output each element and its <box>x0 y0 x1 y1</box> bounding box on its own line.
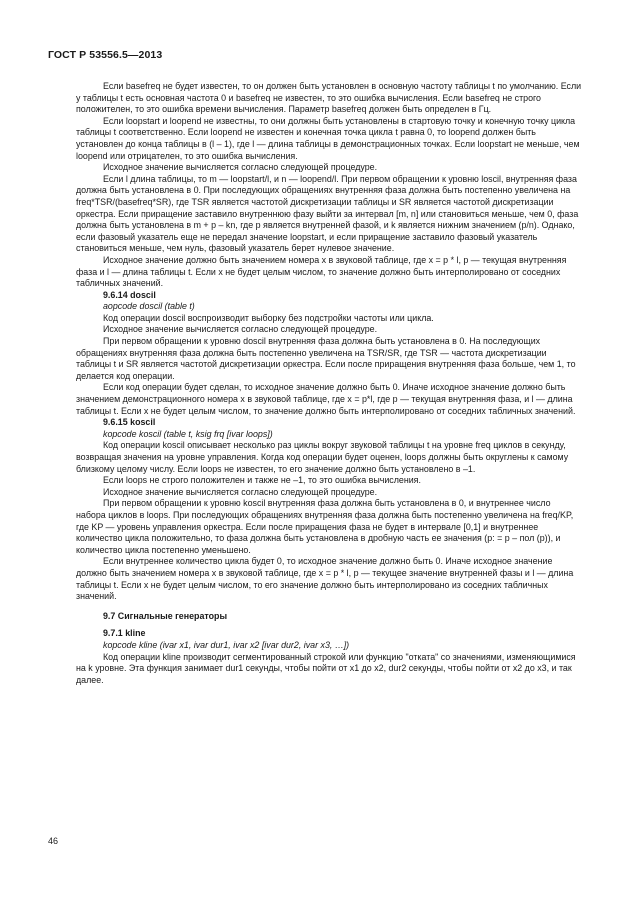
paragraph: Если l длина таблицы, то m — loopstart/l, и n — loopend/l. При первом обращении к уровню loscil, внутренняя фаза должна быть установлена в 0. При последующих обращениях внутренняя фаза должна быть постепенно увеличена на freq*TSR/(basefreq*SR), где TSR является частотой дискретизации таблицы и SR является частотой дискретизации оркестра. Если приращение заставило внутреннюю фазу выйти за интервал [m, n] или становиться меньше, чем 0, фаза должна быть установлена в m + p – kn, где p является внутренней фазой, и k является нижним значением (p/n). Однако, если фазовый указатель еще не передал значение loopstart, и если приращение заставило фазовый указатель становиться меньше, чем нуль, фазовый указатель берет нулевое значение. <box>76 173 579 254</box>
paragraph: Если loopstart и loopend не известны, то они должны быть установлены в стартовую точку и конечную точку цикла таблицы t соответственно. Если loopend не известен и конечная точка цикла t равна 0, то loopend должен быть установлен до конца таблицы в (l – 1), где l — длина таблицы в демонстрационных точках. Если loopstart не меньше, чем loopend или отрицателен, то это ошибка вычисления. <box>76 115 580 161</box>
paragraph: При первом обращении к уровню koscil внутренняя фаза должна быть установлена в 0, и внутреннее число набора циклов в loops. При последующих обращениях внутренняя фаза должна быть постепенно увеличена на freq/KP, где KP — уровень управления оркестра. Если после приращения фаза не будет в интервале [0,1] и внутреннее количество цикла положительно, то фаза должна быть установлена в дробную часть ее значения (p: = p – пол (p)), и количество цикла постепенно уменьшено. <box>76 498 574 555</box>
section-heading: 9.6.14 doscil <box>103 289 156 300</box>
section-heading: 9.7.1 kline <box>103 628 146 639</box>
paragraph: Если внутреннее количество цикла будет 0, то исходное значение должно быть 0. Иначе исходное значение должно быть значением номера x в звуковой таблице, где x = p * l, p — текущее значение внутренней фазы и l — длина таблицы t. Если x не будет целым числом, то его значение должно быть интерполировано из соседних табличных значений. <box>76 556 574 602</box>
paragraph: Код операции koscil описывает несколько раз циклы вокруг звуковой таблицы t на уровне freq циклов в секунду, возвращая значения на уровне управления. Когда код операции будет оценен, loops должны быть округлены к самому близкому целому числу. Если loops не известен, то его значение должно быть установлено в –1. <box>76 440 569 474</box>
page-number: 46 <box>48 836 59 846</box>
paragraph: Код операции doscil воспроизводит выборку без подстройки частоты или цикла. <box>103 312 434 323</box>
paragraph: Если код операции будет сделан, то исходное значение должно быть 0. Иначе исходное значение должно быть значением демонстрационного номера x в звуковой таблице, где x = p*l, где p — текущая внутренняя фаза, и l — длина таблицы t. Если x не будет целым числом, то значение должно быть интерполировано от соседних табличных значений. <box>76 382 576 416</box>
paragraph: Исходное значение вычисляется согласно следующей процедуре. <box>103 324 378 335</box>
paragraph: Исходное значение вычисляется согласно следующей процедуре. <box>103 486 378 497</box>
page-header: ГОСТ Р 53556.5—2013 <box>48 49 163 61</box>
paragraph: Исходное значение вычисляется согласно следующей процедуре. <box>103 162 378 173</box>
paragraph: Код операции kline производит сегментированный строкой или функцию "отката" со значениями, изменяющимися на k уровне. Эта функция занимает dur1 секунды, чтобы пойти от x1 до x2, dur2 секунды, чтобы пойти от x2 до x3, и так далее. <box>76 651 576 685</box>
paragraph: Исходное значение должно быть значением номера x в звуковой таблице, где x = p * l, p — текущая внутренняя фаза и l — длина таблицы t. Если x не будет целым числом, то значение должно быть интерполировано от соседних табличных значений. <box>76 254 567 289</box>
paragraph: Если basefreq не будет известен, то он должен быть установлен в основную частоту таблицы t по умолчанию. Если у таблицы t есть основная частота 0 и basefreq не известен, то это ошибка вычисления. Если basefreq не строго положителен, то это ошибка времени вычисления. Параметр basefreq должен быть определен в Гц. <box>76 81 582 115</box>
opcode-signature: aopcode doscil (table t) <box>103 301 195 312</box>
opcode-signature: kopcode kline (ivar x1, ivar dur1, ivar x2 [ivar dur2, ivar x3, …]) <box>103 639 350 650</box>
opcode-signature: kopcode koscil (table t, ksig frq [ivar loops]) <box>103 428 273 439</box>
section-title: 9.7 Сигнальные генераторы <box>103 610 228 621</box>
paragraph: Если loops не строго положителен и также не –1, то это ошибка вычисления. <box>103 475 421 486</box>
section-heading: 9.6.15 koscil <box>103 417 156 428</box>
paragraph: При первом обращении к уровню doscil внутренняя фаза должна быть установлена в 0. На последующих обращениях внутренняя фаза должна быть постепенно увеличена на TSR/SR, где TSR — частота дискретизации таблицы t и SR является частотой дискретизации оркестра. Если после приращения внутренняя фаза больше, чем 1, то делается код операции. <box>76 336 576 381</box>
document-body <box>76 81 582 686</box>
